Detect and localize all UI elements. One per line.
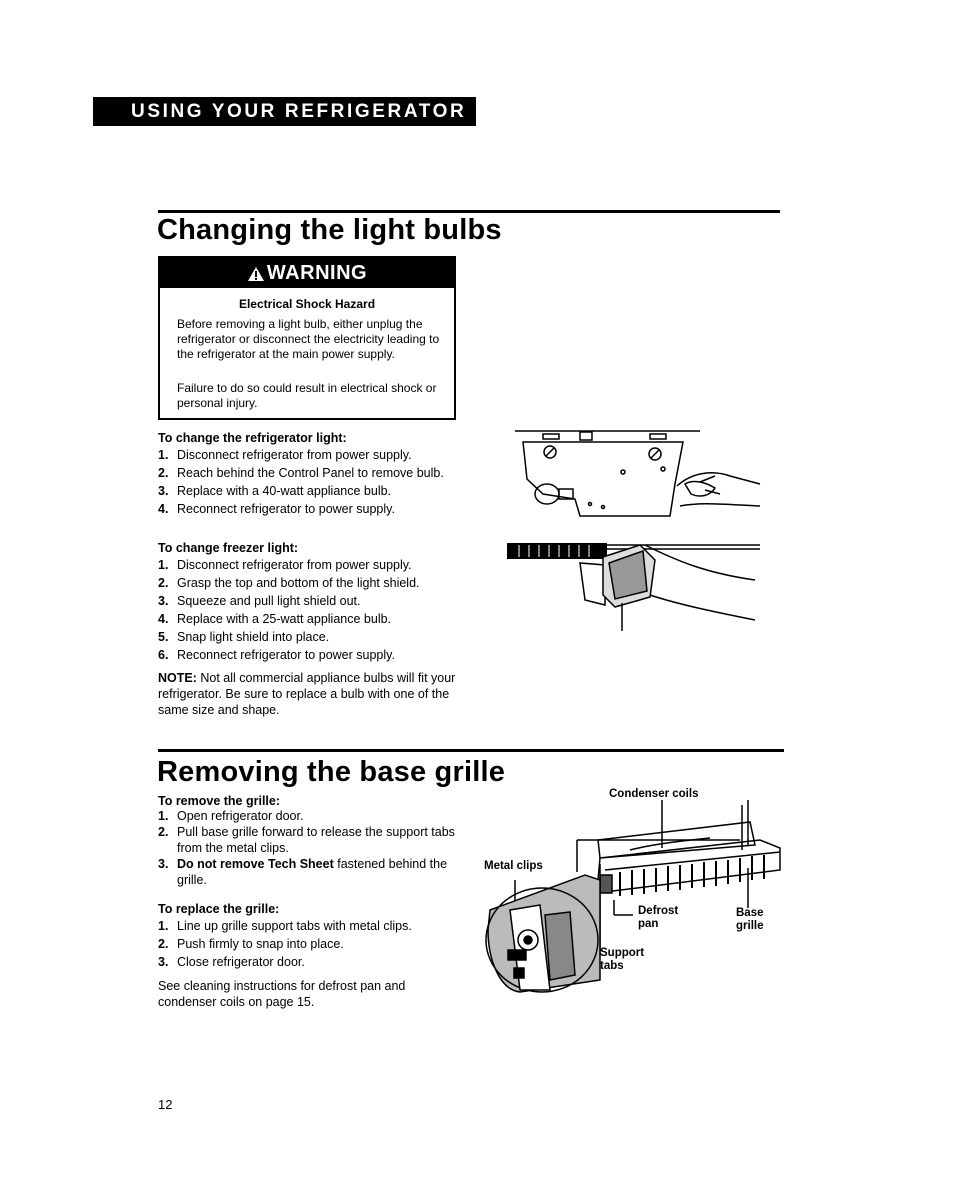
warning-header xyxy=(160,258,454,288)
step-item xyxy=(158,464,458,482)
step-text: Disconnect refrigerator from power supply. xyxy=(177,558,412,572)
step-number: 2. xyxy=(158,937,169,951)
step-text: Push firmly to snap into place. xyxy=(177,937,344,951)
note-text: Not all commercial appliance bulbs will fit your refrigerator. Be sure to replace a bulb with one of the same size and shape. xyxy=(158,671,456,717)
warning-box xyxy=(158,256,456,420)
step-number: 2. xyxy=(158,825,169,839)
step-item xyxy=(158,610,458,628)
step-text: Line up grille support tabs with metal clips. xyxy=(177,919,412,933)
step-text: Replace with a 25-watt appliance bulb. xyxy=(177,612,392,626)
warning-text-2: Failure to do so could result in electrical shock or personal injury. xyxy=(177,381,437,410)
step-item xyxy=(158,808,458,824)
step-text: fastened behind the grille. xyxy=(177,857,448,887)
step-item xyxy=(158,628,458,646)
step-number: 2. xyxy=(158,576,169,590)
step-number: 4. xyxy=(158,612,169,626)
replace-grille-heading: To replace the grille: xyxy=(158,902,280,916)
warning-triangle-icon xyxy=(247,266,265,282)
step-number: 2. xyxy=(158,466,169,480)
label-defrost-pan: Defrost pan xyxy=(638,905,679,930)
step-text: Replace with a 40-watt appliance bulb. xyxy=(177,484,392,498)
step-item xyxy=(158,917,458,935)
step-number: 5. xyxy=(158,630,169,644)
remove-grille-steps xyxy=(158,808,458,888)
fridge-light-steps xyxy=(158,446,458,518)
label-metal-clips: Metal clips xyxy=(484,860,543,872)
section-header-bar xyxy=(93,97,476,126)
freezer-light-steps xyxy=(158,556,458,664)
step-number: 3. xyxy=(158,594,169,608)
section-title-base-grille: Removing the base grille xyxy=(157,756,506,788)
step-text: Reconnect refrigerator to power supply. xyxy=(177,502,395,516)
step-number: 3. xyxy=(158,484,169,498)
freezer-light-heading: To change freezer light: xyxy=(158,541,299,555)
step-number: 1. xyxy=(158,809,169,823)
step-text: Open refrigerator door. xyxy=(177,809,304,823)
step-item xyxy=(158,935,458,953)
step-text: Pull base grille forward to release the support tabs from the metal clips. xyxy=(177,825,455,855)
step-item xyxy=(158,824,458,856)
step-emphasis: Do not remove Tech Sheet xyxy=(177,857,338,871)
step-number: 6. xyxy=(158,648,169,662)
label-support-tabs: Support tabs xyxy=(600,947,645,972)
cleaning-note: See cleaning instructions for defrost pan and condenser coils on page 15. xyxy=(158,979,406,1009)
step-item xyxy=(158,592,458,610)
step-text: Reach behind the Control Panel to remove bulb. xyxy=(177,466,444,480)
warning-text-1: Before removing a light bulb, either unplug the refrigerator or disconnect the electricity leading to the refrigerator at the main power supply. xyxy=(177,317,440,361)
step-number: 3. xyxy=(158,955,169,969)
page-number: 12 xyxy=(158,1097,173,1112)
step-number: 1. xyxy=(158,448,169,462)
freezer-light-illustration xyxy=(505,535,765,635)
step-text: Snap light shield into place. xyxy=(177,630,330,644)
step-item xyxy=(158,574,458,592)
step-item xyxy=(158,482,458,500)
bulb-note xyxy=(158,670,458,718)
step-number: 1. xyxy=(158,919,169,933)
step-text: Disconnect refrigerator from power supply. xyxy=(177,448,412,462)
remove-grille-heading: To remove the grille: xyxy=(158,794,281,808)
label-condenser-coils: Condenser coils xyxy=(609,788,699,800)
warning-subtitle: Electrical Shock Hazard xyxy=(238,297,376,311)
step-item xyxy=(158,646,458,664)
step-text: Squeeze and pull light shield out. xyxy=(177,594,361,608)
refrigerator-light-illustration xyxy=(505,424,765,524)
step-number: 4. xyxy=(158,502,169,516)
step-text: Grasp the top and bottom of the light shield. xyxy=(177,576,420,590)
replace-grille-steps xyxy=(158,917,458,971)
section-divider xyxy=(158,210,780,213)
step-item xyxy=(158,556,458,574)
step-item xyxy=(158,953,458,971)
step-item xyxy=(158,500,458,518)
step-item xyxy=(158,446,458,464)
step-number: 1. xyxy=(158,558,169,572)
fridge-light-heading: To change the refrigerator light: xyxy=(158,431,347,445)
warning-label: WARNING xyxy=(266,262,368,284)
label-base-grille: Base grille xyxy=(736,907,764,932)
step-text: Reconnect refrigerator to power supply. xyxy=(177,648,395,662)
step-number: 3. xyxy=(158,857,169,871)
section-title-light-bulbs: Changing the light bulbs xyxy=(157,214,502,246)
section-divider xyxy=(158,749,784,752)
section-header-title: USING YOUR REFRIGERATOR xyxy=(131,101,467,122)
note-label: NOTE: xyxy=(158,671,197,685)
step-text: Close refrigerator door. xyxy=(177,955,305,969)
step-item xyxy=(158,856,458,888)
